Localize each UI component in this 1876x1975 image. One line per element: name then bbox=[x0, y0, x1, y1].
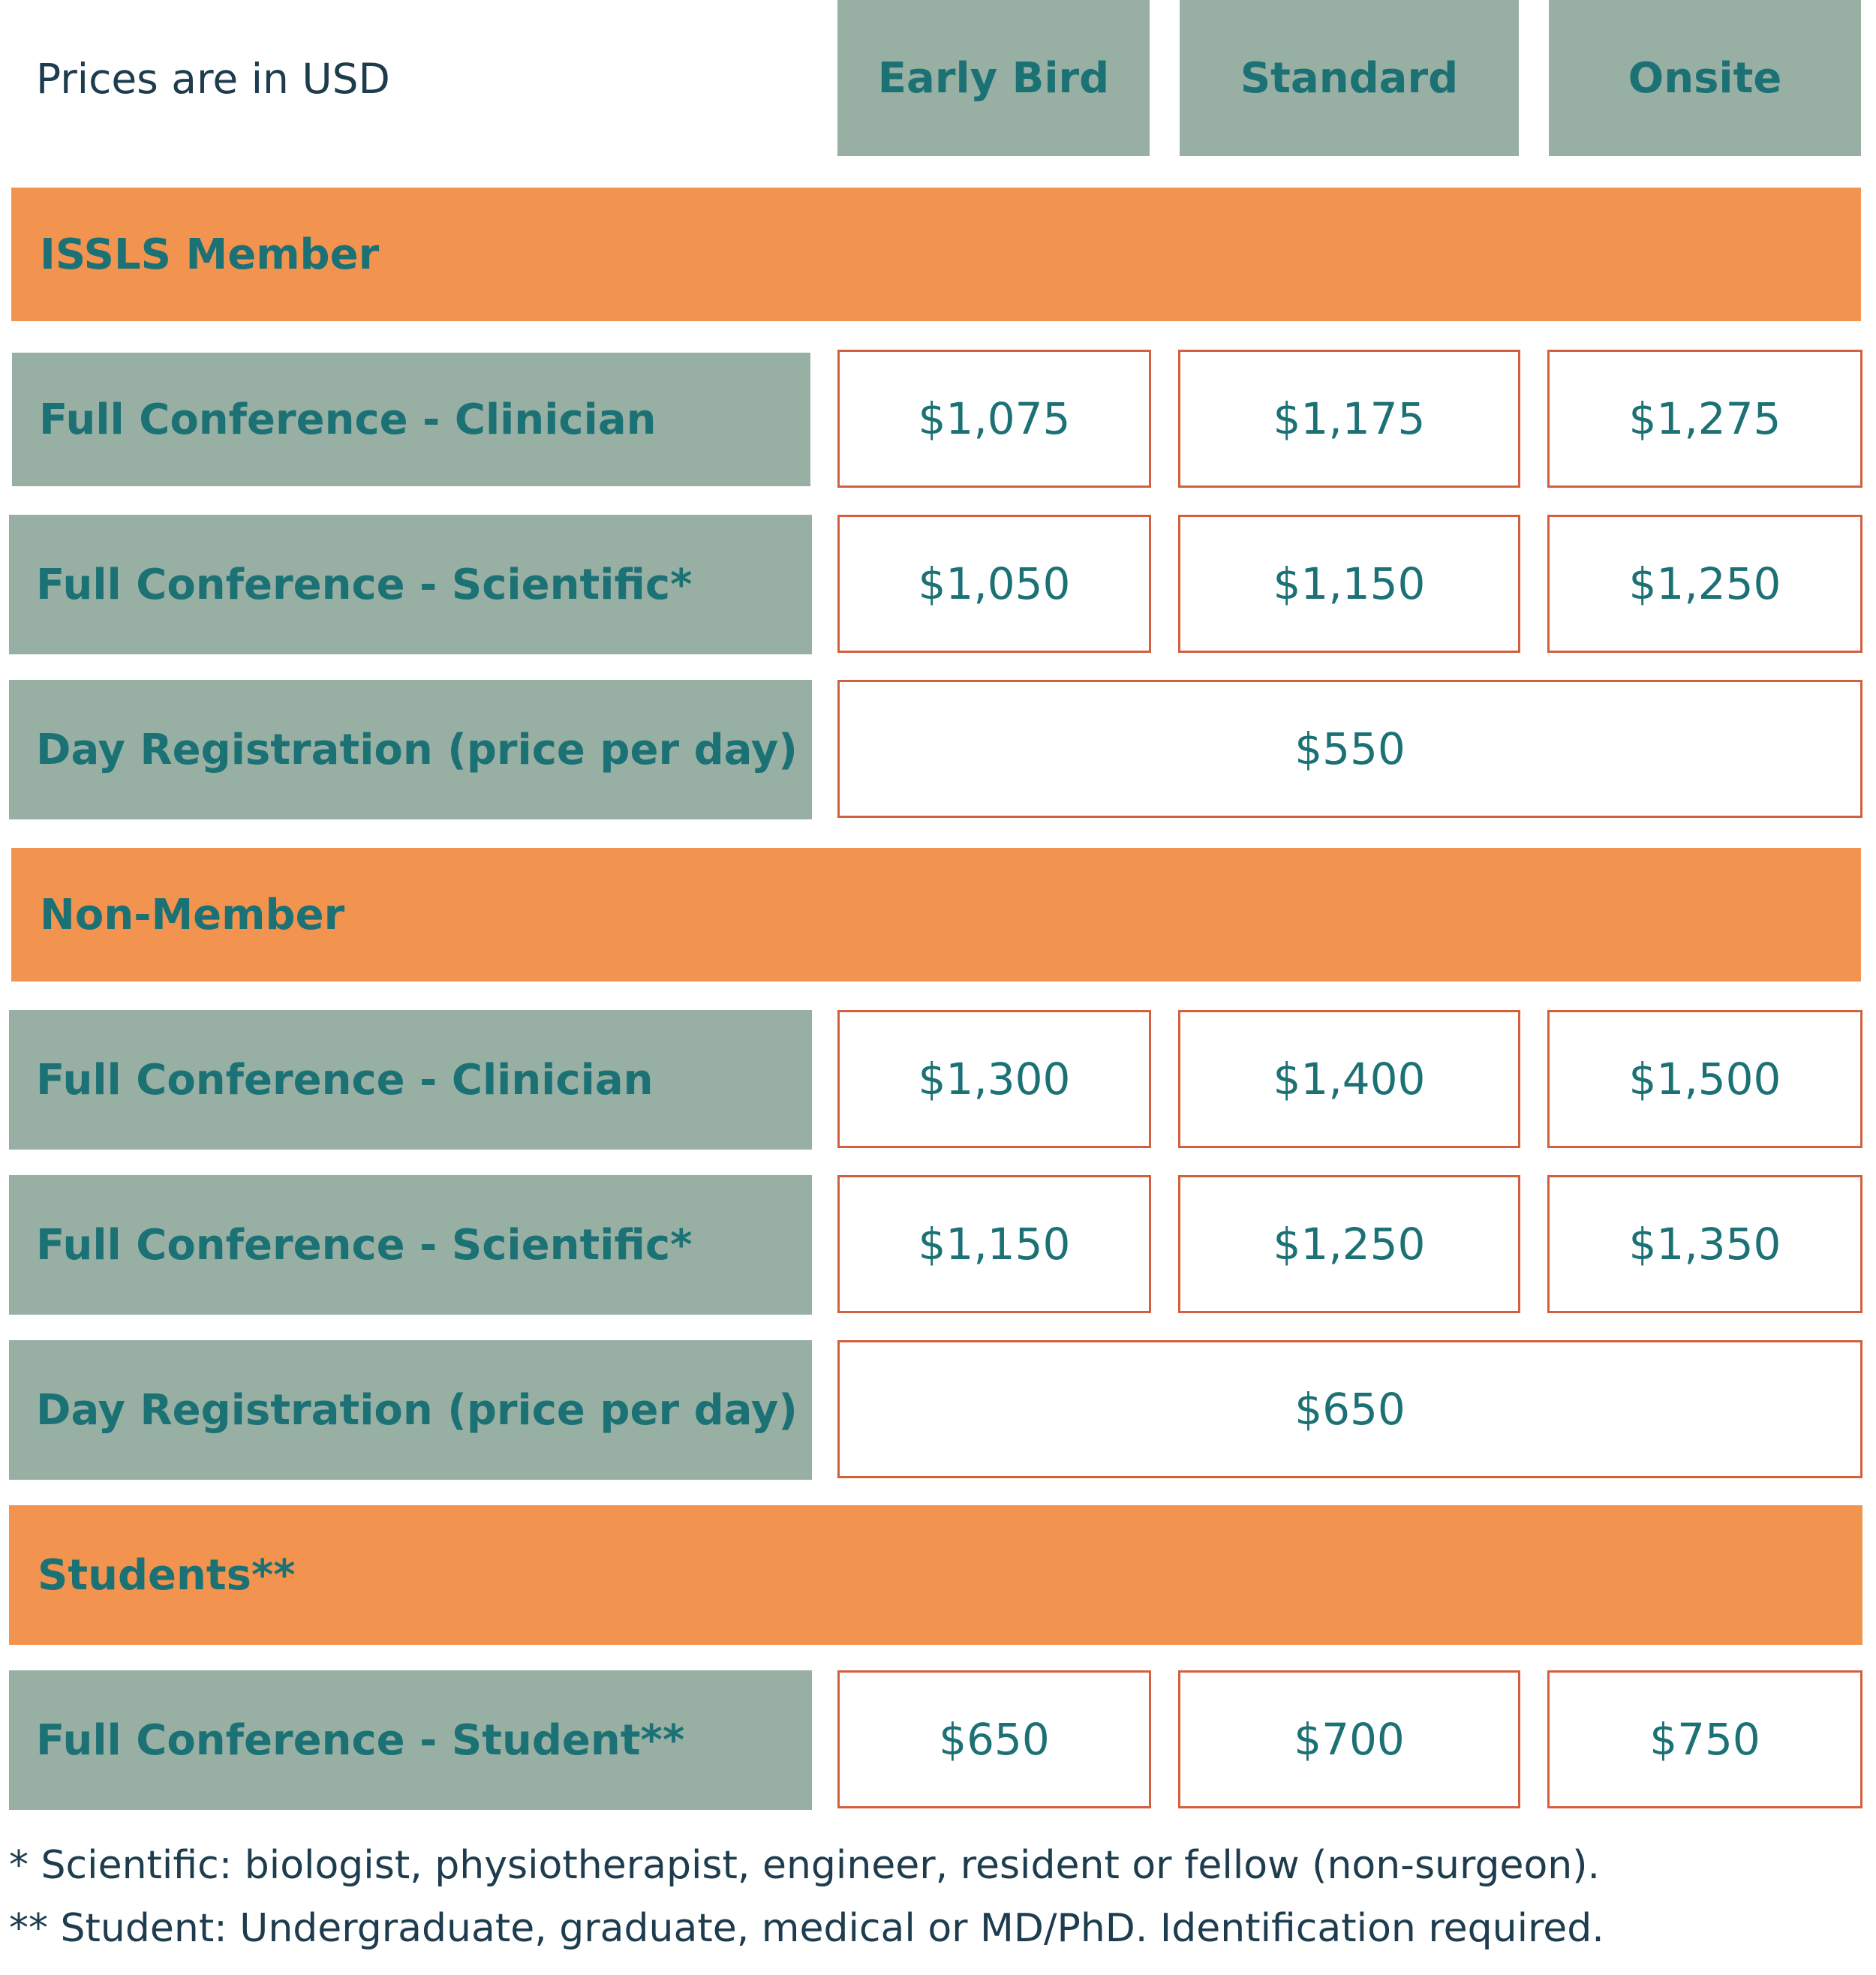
price-nonmember-clinician-standard: $1,400 bbox=[1178, 1010, 1520, 1148]
price-nonmember-day-registration: $650 bbox=[837, 1340, 1862, 1478]
price-member-scientific-standard: $1,150 bbox=[1178, 515, 1520, 653]
price-nonmember-clinician-early-bird: $1,300 bbox=[837, 1010, 1151, 1148]
row-label-nonmember-day-registration: Day Registration (price per day) bbox=[9, 1340, 812, 1480]
price-nonmember-clinician-onsite: $1,500 bbox=[1547, 1010, 1862, 1148]
price-nonmember-scientific-standard: $1,250 bbox=[1178, 1175, 1520, 1313]
prices-currency-note: Prices are in USD bbox=[36, 55, 390, 103]
column-header-onsite: Onsite bbox=[1549, 0, 1861, 156]
price-student-early-bird: $650 bbox=[837, 1670, 1151, 1808]
section-header-non-member: Non-Member bbox=[11, 848, 1861, 981]
price-member-scientific-onsite: $1,250 bbox=[1547, 515, 1862, 653]
row-label-member-clinician: Full Conference - Clinician bbox=[12, 353, 810, 486]
price-member-day-registration: $550 bbox=[837, 680, 1862, 818]
column-header-standard: Standard bbox=[1180, 0, 1519, 156]
footnote-scientific: * Scientific: biologist, physiotherapist, engineer, resident or fellow (non-surgeon). bbox=[9, 1843, 1601, 1888]
price-member-clinician-early-bird: $1,075 bbox=[837, 350, 1151, 488]
price-member-scientific-early-bird: $1,050 bbox=[837, 515, 1151, 653]
column-header-early-bird: Early Bird bbox=[837, 0, 1150, 156]
row-label-nonmember-scientific: Full Conference - Scientific* bbox=[9, 1175, 812, 1315]
section-header-issls-member: ISSLS Member bbox=[11, 188, 1861, 321]
price-nonmember-scientific-early-bird: $1,150 bbox=[837, 1175, 1151, 1313]
price-member-clinician-standard: $1,175 bbox=[1178, 350, 1520, 488]
footnote-student: ** Student: Undergraduate, graduate, medical or MD/PhD. Identification required. bbox=[9, 1906, 1604, 1951]
price-student-onsite: $750 bbox=[1547, 1670, 1862, 1808]
row-label-member-scientific: Full Conference - Scientific* bbox=[9, 515, 812, 654]
row-label-student: Full Conference - Student** bbox=[9, 1670, 812, 1810]
row-label-nonmember-clinician: Full Conference - Clinician bbox=[9, 1010, 812, 1150]
section-header-students: Students** bbox=[9, 1505, 1862, 1645]
price-student-standard: $700 bbox=[1178, 1670, 1520, 1808]
price-member-clinician-onsite: $1,275 bbox=[1547, 350, 1862, 488]
row-label-member-day-registration: Day Registration (price per day) bbox=[9, 680, 812, 819]
price-nonmember-scientific-onsite: $1,350 bbox=[1547, 1175, 1862, 1313]
